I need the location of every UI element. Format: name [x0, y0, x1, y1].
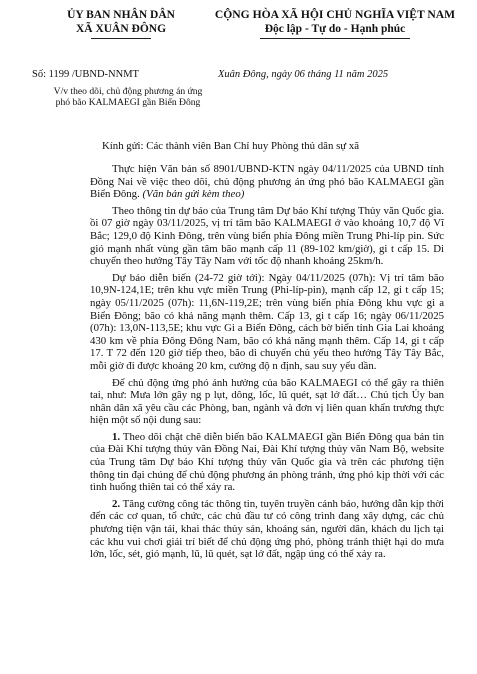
recipient-line: Kính gửi: Các thành viên Ban Chỉ huy Phòng thủ dân sự xã [102, 140, 360, 152]
paragraph-forecast-detail: Dự báo diễn biến (24-72 giờ tới): Ngày 04/11/2025 (07h): Vị trí tâm bão 10,9N-124,1E; trên khu vực miền Trung (Phi-líp-pin), mạnh cấp 12, gi t cấp 15; ngày 05/11/2025 (07h): 11,6N-119,2E; trên vùng biển phía Đông khu vực gi a Biển Đông; bão có khả năng mạnh thêm. Cấp 13, gi t cấp 16; ngày 06/11/2025 (07h): 13,0N-113,5E; khu vực Gi a Biển Đông, cách bờ biển tỉnh Gia Lai khoảng 430 km về phía Đông Đông Nam, bão có khả năng mạnh thêm. Cấp 14, gi t cấp 17. T 72 đến 120 giờ tiếp theo, bão di chuyển chủ yếu theo hướng Tây Tây Bắc, mỗi giờ đi được khoảng 20 km, cường độ n định, sau suy yếu dần. [90, 271, 444, 372]
nation-title: CỘNG HÒA XÃ HỘI CHỦ NGHĨA VIỆT NAM [214, 8, 456, 21]
paragraph-directive: Để chủ động ứng phó ảnh hưởng của bão KALMAEGI có thể gây ra thiên tai, như: Mưa lớn gây ng p lụt, dông, lốc, lũ quét, sạt lở đất… Chủ tịch Ủy ban nhân dân xã yêu cầu các Phòng, ban, ngành và đơn vị liên quan khẩn trương thực hiện một số nội dung sau: [90, 376, 444, 427]
document-subject: V/v theo dõi, chủ động phương án ứng phó bão KALMAEGI gần Biển Đông [53, 86, 203, 108]
national-motto [200, 8, 470, 39]
item-1-number: 1. [112, 430, 121, 443]
authority-line-1: ỦY BAN NHÂN DÂN [67, 9, 175, 21]
document-date: Xuân Đông, ngày 06 tháng 11 năm 2025 [218, 69, 389, 80]
nation-motto: Độc lập - Tự do - Hạnh phúc [264, 23, 406, 35]
issuing-authority [56, 8, 186, 39]
authority-line-2: XÃ XUÂN ĐÔNG [75, 23, 167, 35]
directive-item-2 [90, 498, 444, 561]
item-2-number: 2. [112, 497, 121, 510]
paragraph-reference-text: Thực hiện Văn bản số 8901/UBND-KTN ngày 04/11/2025 của UBND tỉnh Đồng Nai về việc theo dõi, chủ động phương án ứng phó bão KALMAEGI gần Biển Đông. [90, 163, 444, 201]
document-number: Số: 1199 /UBND-NNMT [32, 69, 139, 80]
directive-item-1 [90, 431, 444, 494]
attachment-note: (Văn bản gửi kèm theo) [142, 188, 245, 201]
document-body [90, 163, 444, 565]
authority-underline [91, 38, 151, 39]
motto-underline [260, 38, 410, 39]
paragraph-forecast: Theo thông tin dự báo của Trung tâm Dự báo Khí tượng Thủy văn Quốc gia. ồi 07 giờ ngày 03/11/2025, vị trí tâm bão KALMAEGI ở vào khoảng 10,7 độ Vĩ Bắc; 129,0 độ Kinh Đông, trên vùng biển phía Đông miền Trung Phi-líp pin. Sức gió mạnh nhất vùng gần tâm bão mạnh cấp 11 (89-102 km/giờ), gi t cấp 15. Di chuyển theo hướng Tây Tây Nam với tốc độ nhanh khoảng 25km/h. [90, 204, 444, 268]
item-1-text: Theo dõi chặt chẽ diễn biến bão KALMAEGI gần Biển Đông qua bản tin của Đài Khí tượng thủy văn Đồng Nai, Đài Khí tượng thủy văn Nam Bộ, website của Trung tâm Dự báo Khí tượng thủy văn Quốc gia và trên các phương tiện thông tin đại chúng để chủ động phương án phòng tránh, ứng phó kịp thời với các tình huống thiên tai có thể xảy ra. [90, 430, 444, 494]
item-2-text: Tăng cường công tác thông tin, tuyên truyền cảnh báo, hướng dẫn kịp thời đến các cơ quan, tổ chức, các chủ đầu tư có công trình đang xây dựng, các chủ phương tiện vận tải, khai thác thủy sản, khoáng sản, người dân, khách du lịch tại các khu vui chơi giải trí biết để chủ động ứng phó, phòng tránh thiệt hại do mưa lớn, lốc, sét, gió mạnh, lũ, lũ quét, sạt lở đất, ngập úng có thể xảy ra. [90, 497, 444, 561]
paragraph-reference [90, 163, 444, 201]
